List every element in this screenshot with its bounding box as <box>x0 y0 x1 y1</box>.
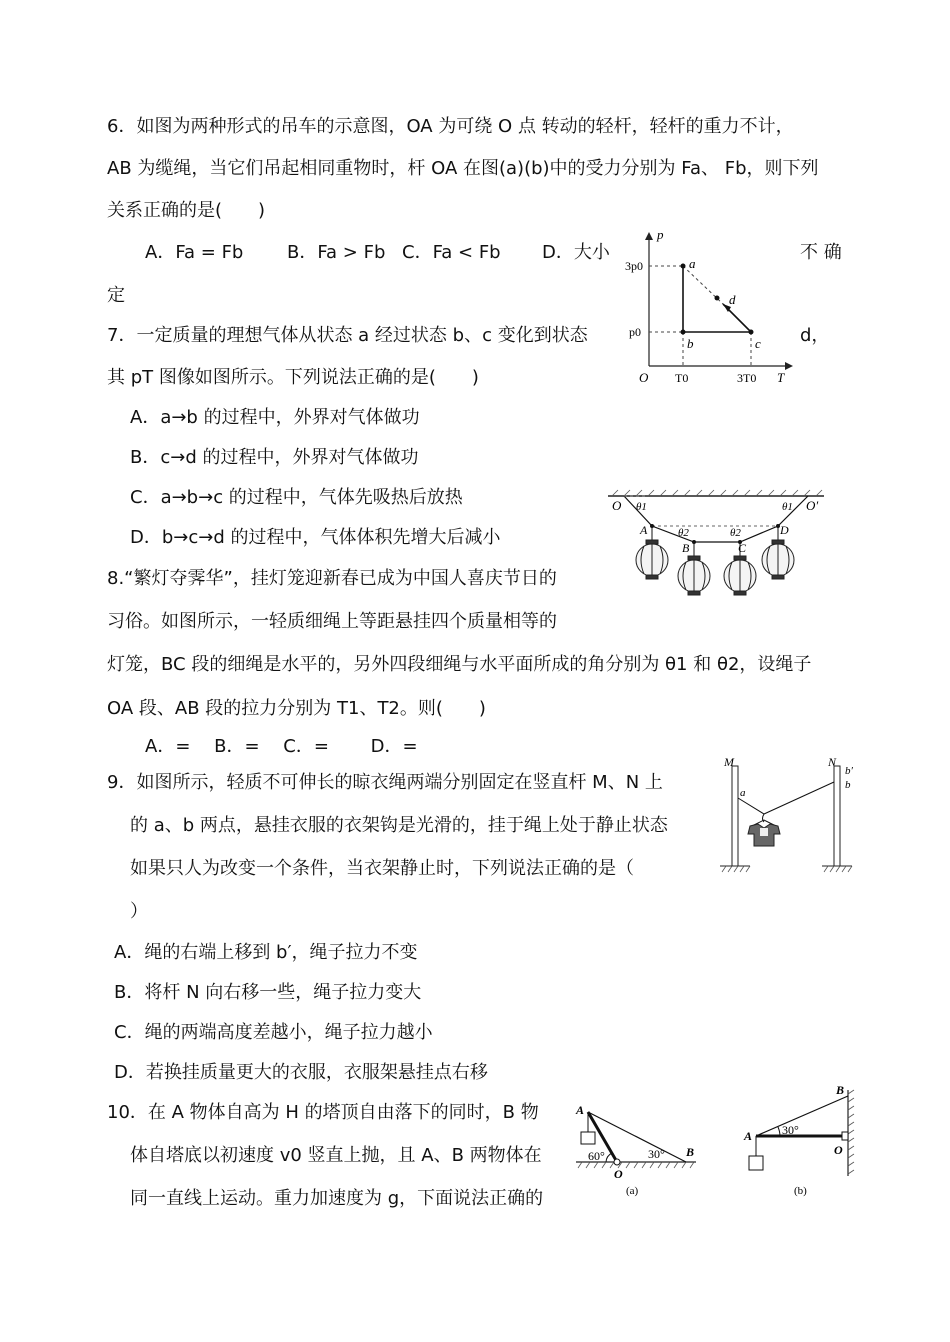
lantern-theta1-left: θ1 <box>636 501 647 513</box>
lantern-label-o-prime: O′ <box>806 498 819 513</box>
clothesline-label-b: b <box>845 779 851 791</box>
q6-line3: 关系正确的是( ) <box>107 200 266 221</box>
pt-origin: O <box>639 370 649 385</box>
q6-option-a: A．Fa = Fb <box>145 242 244 263</box>
q7-option-b: B．c→d 的过程中，外界对气体做功 <box>130 447 419 468</box>
pt-tick-3p0: 3p0 <box>625 259 643 273</box>
q7-line2: 其 pT 图像如图所示。下列说法正确的是( ) <box>107 367 479 388</box>
crane-a-angle-30: 30° <box>648 1147 665 1161</box>
q8-line1: 8.“繁灯夺霁华”，挂灯笼迎新春已成为中国人喜庆节日的 <box>107 568 557 589</box>
q9-line2: 的 a、b 两点，悬挂衣服的衣架钩是光滑的，挂于绳上处于静止状态 <box>130 815 668 836</box>
crane-a-label-o: O <box>614 1167 623 1181</box>
q6-option-c: C．Fa < Fb <box>402 242 501 263</box>
q8-line3: 灯笼，BC 段的细绳是水平的，另外四段细绳与水平面所成的角分别为 θ1 和 θ2，设绳子 <box>107 654 812 675</box>
q6-option-d-wrap: 定 <box>107 285 125 306</box>
pt-tick-3t0: 3T0 <box>737 371 757 385</box>
q6-option-b: B．Fa > Fb <box>287 242 386 263</box>
crane-a-angle-60: 60° <box>588 1149 605 1163</box>
q9-option-c: C．绳的两端高度差越小，绳子拉力越小 <box>114 1022 433 1043</box>
pt-point-c: c <box>755 336 761 351</box>
crane-a-label-a: A <box>576 1103 585 1117</box>
pt-point-b: b <box>687 336 694 351</box>
lantern-label-b: B <box>682 541 690 555</box>
crane-figures <box>570 1080 860 1202</box>
crane-b-angle-30: 30° <box>782 1123 799 1137</box>
pt-p-label: p <box>657 227 664 242</box>
pt-tick-t0: T0 <box>675 371 689 385</box>
q9-line3: 如果只人为改变一个条件，当衣架静止时，下列说法正确的是（ <box>130 858 634 879</box>
q6-line1: 6．如图为两种形式的吊车的示意图，OA 为可绕 O 点 转动的轻杆，轻杆的重力不计， <box>107 116 794 137</box>
crane-b-label-o: O <box>834 1143 843 1157</box>
q10-line1: 10．在 A 物体自高为 H 的塔顶自由落下的同时，B 物 <box>107 1102 539 1123</box>
pt-point-a: a <box>689 256 696 271</box>
q8-line4: OA 段、AB 段的拉力分别为 T1、T2。则( ) <box>107 698 486 719</box>
crane-a-label-b: B <box>686 1145 695 1159</box>
q9-line4: ） <box>130 901 148 922</box>
lantern-label-c: C <box>738 541 747 555</box>
q7-option-a: A．a→b 的过程中，外界对气体做功 <box>130 407 420 428</box>
pt-tick-p0: p0 <box>629 325 641 339</box>
clothesline-label-n: N <box>828 755 837 769</box>
crane-b-label-b: B <box>836 1083 845 1097</box>
pt-graph <box>625 228 795 388</box>
q8-line2: 习俗。如图所示，一轻质细绳上等距悬挂四个质量相等的 <box>107 611 557 632</box>
crane-a-caption: (a) <box>626 1185 639 1197</box>
pt-t-label: T <box>777 370 785 385</box>
lantern-label-a: A <box>640 523 648 537</box>
crane-b-caption: (b) <box>794 1185 807 1197</box>
q6-option-d: D．大小 <box>542 242 610 263</box>
q6-option-d-tail: 不 确 <box>800 242 842 263</box>
q8-options: A．= B．= C．= D．= <box>145 736 418 757</box>
lantern-theta1-right: θ1 <box>782 501 793 513</box>
lantern-label-o: O <box>612 498 622 513</box>
q9-option-d: D．若换挂质量更大的衣服，衣服架悬挂点右移 <box>114 1062 488 1083</box>
lantern-theta2-left: θ2 <box>678 527 689 539</box>
lantern-theta2-right: θ2 <box>730 527 741 539</box>
q9-option-b: B．将杆 N 向右移一些，绳子拉力变大 <box>114 982 422 1003</box>
lantern-label-d: D <box>780 523 789 537</box>
lantern-figure <box>608 490 826 602</box>
clothesline-label-a: a <box>740 787 746 799</box>
q10-line2: 体自塔底以初速度 v0 竖直上抛，且 A、B 两物体在 <box>130 1145 542 1166</box>
q7-option-d: D．b→c→d 的过程中，气体体积先增大后减小 <box>130 527 501 548</box>
clothesline-label-m: M <box>724 755 734 769</box>
q10-line3: 同一直线上运动。重力加速度为 g，下面说法正确的 <box>130 1188 544 1209</box>
q7-line1: 7．一定质量的理想气体从状态 a 经过状态 b、c 变化到状态 <box>107 325 588 346</box>
q7-line1-tail: d， <box>800 325 830 346</box>
q9-option-a: A．绳的右端上移到 b′，绳子拉力不变 <box>114 942 418 963</box>
pt-point-d: d <box>729 292 736 307</box>
clothesline-figure <box>712 754 858 876</box>
crane-b-label-a: A <box>744 1129 753 1143</box>
q6-line2: AB 为缆绳，当它们吊起相同重物时，杆 OA 在图(a)(b)中的受力分别为 Fa、 Fb，则下列 <box>107 158 819 179</box>
clothesline-label-b-prime: b′ <box>845 765 853 777</box>
q9-line1: 9．如图所示，轻质不可伸长的晾衣绳两端分别固定在竖直杆 M、N 上 <box>107 772 663 793</box>
q7-option-c: C．a→b→c 的过程中，气体先吸热后放热 <box>130 487 463 508</box>
